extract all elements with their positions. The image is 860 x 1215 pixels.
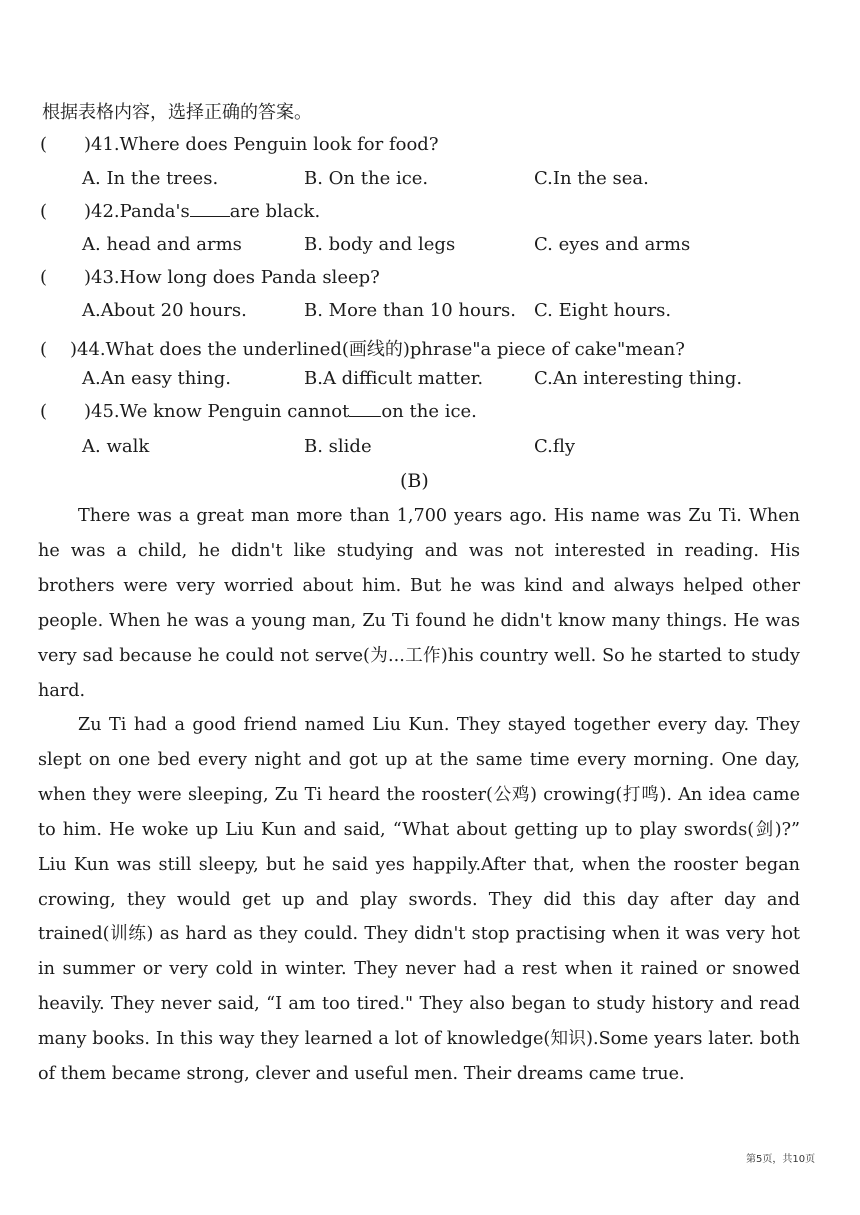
option-b: B.A difficult matter. [304, 368, 484, 389]
question-42 [40, 201, 320, 222]
answer-bracket: ( [40, 339, 48, 360]
option-a: A.About 20 hours. [82, 300, 247, 321]
question-text-after: on the ice. [381, 401, 477, 422]
option-c: C. Eight hours. [534, 300, 672, 321]
fill-blank [349, 402, 381, 417]
option-b: B. body and legs [304, 234, 456, 255]
question-44 [40, 335, 685, 361]
question-text-before: We know Penguin cannot [119, 401, 350, 422]
option-b: B. More than 10 hours. [304, 300, 517, 321]
option-c: C. eyes and arms [534, 234, 691, 255]
question-text-before: Panda's [119, 201, 190, 222]
option-c: C.In the sea. [534, 168, 649, 189]
answer-bracket: ( [40, 134, 48, 155]
answer-bracket: ( [40, 401, 48, 422]
question-number: )44. [70, 339, 106, 360]
option-b: B. On the ice. [304, 168, 429, 189]
question-text: How long does Panda sleep? [119, 267, 380, 288]
answer-bracket: ( [40, 267, 48, 288]
question-43 [40, 267, 380, 288]
question-number: )43. [84, 267, 120, 288]
instruction-text: 根据表格内容，选择正确的答案。 [42, 102, 312, 123]
paragraph-text: There was a great man more than 1,700 years ago. His name was Zu Ti. When he was a child, he didn't like studying and was not interested in reading. His brothers were very worried about him. But he was kind and always helped other people. When he was a young man, Zu Ti found he didn't know many things. He was very sad because he could not serve(为...工作)his country well. So he started to study hard. [38, 506, 800, 701]
section-label: (B) [400, 470, 429, 492]
fill-blank [190, 202, 230, 217]
question-number: )41. [84, 134, 120, 155]
question-text: What does the underlined(画线的)phrase"a piece of cake"mean? [105, 339, 685, 360]
question-number: )42. [84, 201, 120, 222]
question-41 [40, 134, 438, 155]
option-a: A. In the trees. [82, 168, 219, 189]
option-a: A. walk [82, 436, 150, 457]
passage-paragraph-1 [38, 499, 800, 708]
passage-paragraph-2 [38, 708, 800, 1092]
option-b: B. slide [304, 436, 372, 457]
option-a: A. head and arms [82, 234, 242, 255]
answer-bracket: ( [40, 201, 48, 222]
page-number: 第5页，共10页 [746, 1154, 816, 1165]
question-45 [40, 401, 477, 422]
paragraph-text: Zu Ti had a good friend named Liu Kun. They stayed together every day. They slept on one bed every night and got up at the same time every morning. One day, when they were sleeping, Zu Ti heard the rooster(公鸡) crowing(打鸣). An idea came to him. He woke up Liu Kun and said, “What about getting up to play swords(剑)?” Liu Kun was still sleepy, but he said yes happily.After that, when the rooster began crowing, they would get up and play swords. They did this day after day and trained(训练) as hard as they could. They didn't stop practising when it was very hot in summer or very cold in winter. They never had a rest when it rained or snowed heavily. They never said, “I am too tired." They also began to study history and read many books. In this way they learned a lot of knowledge(知识).Some years later. both of them became strong, clever and useful men. Their dreams came true. [38, 715, 800, 1085]
question-text-after: are black. [229, 201, 321, 222]
option-a: A.An easy thing. [82, 368, 231, 389]
option-c: C.An interesting thing. [534, 368, 743, 389]
question-number: )45. [84, 401, 120, 422]
question-text: Where does Penguin look for food? [119, 134, 439, 155]
option-c: C.fly [534, 436, 576, 457]
